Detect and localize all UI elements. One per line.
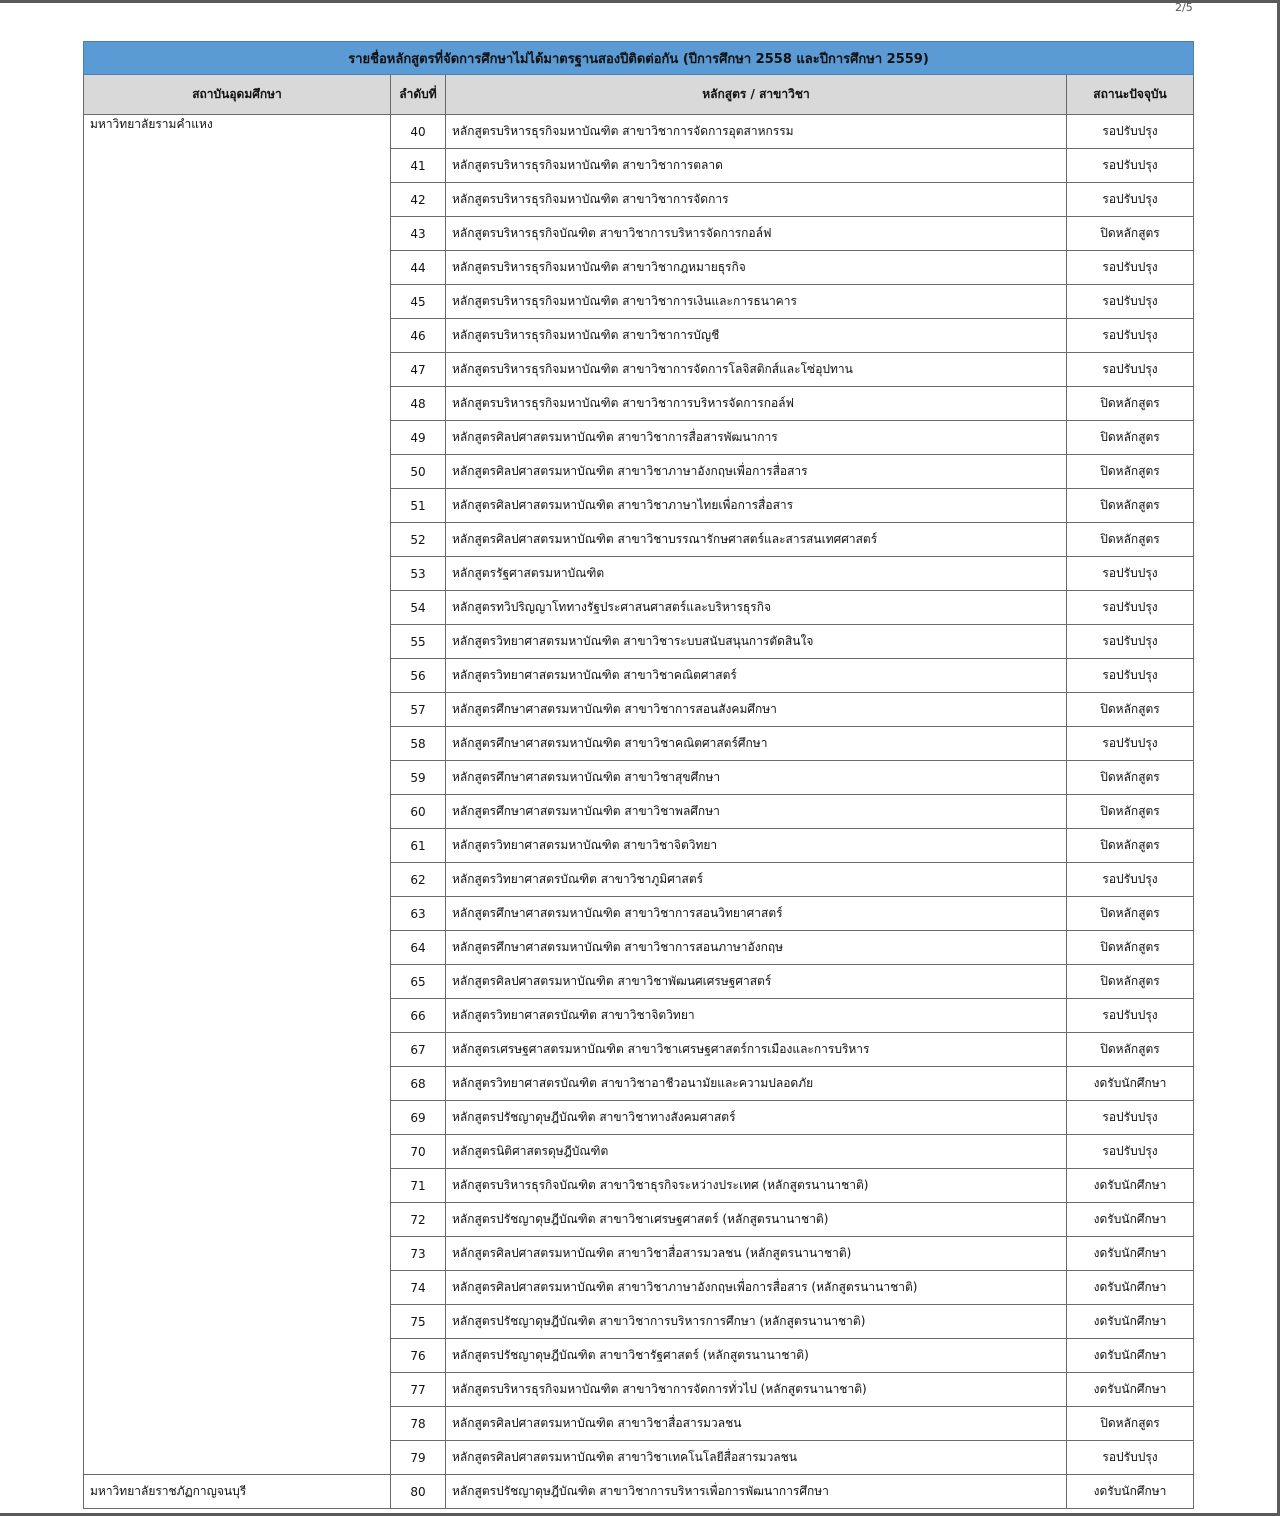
status-cell: งดรับนักศึกษา [1067,1305,1194,1339]
institution-cell: มหาวิทยาลัยราชภัฏกาญจนบุรี [84,1475,391,1509]
status-cell: รอปรับปรุง [1067,863,1194,897]
row-number-cell: 66 [391,999,446,1033]
curriculum-table [83,41,1194,1509]
program-cell: หลักสูตรศึกษาศาสตรมหาบัณฑิต สาขาวิชาคณิตศาสตร์ศึกษา [446,727,1067,761]
status-cell: รอปรับปรุง [1067,659,1194,693]
program-cell: หลักสูตรบริหารธุรกิจมหาบัณฑิต สาขาวิชาการจัดการทั่วไป (หลักสูตรนานาชาติ) [446,1373,1067,1407]
status-cell: ปิดหลักสูตร [1067,489,1194,523]
row-number-cell: 61 [391,829,446,863]
row-number-cell: 46 [391,319,446,353]
status-cell: ปิดหลักสูตร [1067,897,1194,931]
row-number-cell: 42 [391,183,446,217]
row-number-cell: 74 [391,1271,446,1305]
status-cell: รอปรับปรุง [1067,319,1194,353]
status-cell: ปิดหลักสูตร [1067,523,1194,557]
status-cell: รอปรับปรุง [1067,1101,1194,1135]
status-cell: รอปรับปรุง [1067,557,1194,591]
row-number-cell: 51 [391,489,446,523]
status-cell: งดรับนักศึกษา [1067,1339,1194,1373]
status-cell: ปิดหลักสูตร [1067,931,1194,965]
program-cell: หลักสูตรบริหารธุรกิจมหาบัณฑิต สาขาวิชาการบัญชี [446,319,1067,353]
program-cell: หลักสูตรศิลปศาสตรมหาบัณฑิต สาขาวิชาพัฒนศเศรษฐศาสตร์ [446,965,1067,999]
program-cell: หลักสูตรวิทยาศาสตรบัณฑิต สาขาวิชาอาชีวอนามัยและความปลอดภัย [446,1067,1067,1101]
row-number-cell: 79 [391,1441,446,1475]
status-cell: รอปรับปรุง [1067,353,1194,387]
program-cell: หลักสูตรปรัชญาดุษฎีบัณฑิต สาขาวิชาการบริหารเพื่อการพัฒนาการศึกษา [446,1475,1067,1509]
program-cell: หลักสูตรศึกษาศาสตรมหาบัณฑิต สาขาวิชาการสอนวิทยาศาสตร์ [446,897,1067,931]
row-number-cell: 73 [391,1237,446,1271]
row-number-cell: 41 [391,149,446,183]
header-number: ลำดับที่ [391,75,446,115]
program-cell: หลักสูตรปรัชญาดุษฎีบัณฑิต สาขาวิชาเศรษฐศาสตร์ (หลักสูตรนานาชาติ) [446,1203,1067,1237]
status-cell: รอปรับปรุง [1067,727,1194,761]
table-body [84,115,1194,1509]
row-number-cell: 48 [391,387,446,421]
program-cell: หลักสูตรรัฐศาสตรมหาบัณฑิต [446,557,1067,591]
page-number: 2/5 [1175,1,1193,14]
window-top-border [0,0,1280,3]
program-cell: หลักสูตรศิลปศาสตรมหาบัณฑิต สาขาวิชาเทคโนโลยีสื่อสารมวลชน [446,1441,1067,1475]
status-cell: ปิดหลักสูตร [1067,217,1194,251]
row-number-cell: 71 [391,1169,446,1203]
program-cell: หลักสูตรบริหารธุรกิจมหาบัณฑิต สาขาวิชาการจัดการอุตสาหกรรม [446,115,1067,149]
program-cell: หลักสูตรศิลปศาสตรมหาบัณฑิต สาขาวิชาภาษาอังกฤษเพื่อการสื่อสาร [446,455,1067,489]
row-number-cell: 68 [391,1067,446,1101]
status-cell: ปิดหลักสูตร [1067,1407,1194,1441]
program-cell: หลักสูตรวิทยาศาสตรมหาบัณฑิต สาขาวิชาคณิตศาสตร์ [446,659,1067,693]
program-cell: หลักสูตรศึกษาศาสตรมหาบัณฑิต สาขาวิชาการสอนสังคมศึกษา [446,693,1067,727]
status-cell: รอปรับปรุง [1067,285,1194,319]
status-cell: ปิดหลักสูตร [1067,965,1194,999]
row-number-cell: 44 [391,251,446,285]
status-cell: ปิดหลักสูตร [1067,1033,1194,1067]
row-number-cell: 55 [391,625,446,659]
status-cell: รอปรับปรุง [1067,591,1194,625]
row-number-cell: 56 [391,659,446,693]
table-header-row [84,75,1194,115]
program-cell: หลักสูตรเศรษฐศาสตรมหาบัณฑิต สาขาวิชาเศรษฐศาสตร์การเมืองและการบริหาร [446,1033,1067,1067]
row-number-cell: 67 [391,1033,446,1067]
status-cell: รอปรับปรุง [1067,149,1194,183]
row-number-cell: 49 [391,421,446,455]
row-number-cell: 54 [391,591,446,625]
program-cell: หลักสูตรบริหารธุรกิจมหาบัณฑิต สาขาวิชาการจัดการโลจิสติกส์และโซ่อุปทาน [446,353,1067,387]
status-cell: งดรับนักศึกษา [1067,1203,1194,1237]
program-cell: หลักสูตรปรัชญาดุษฎีบัณฑิต สาขาวิชาทางสังคมศาสตร์ [446,1101,1067,1135]
status-cell: งดรับนักศึกษา [1067,1067,1194,1101]
row-number-cell: 63 [391,897,446,931]
row-number-cell: 77 [391,1373,446,1407]
status-cell: งดรับนักศึกษา [1067,1169,1194,1203]
program-cell: หลักสูตรศิลปศาสตรมหาบัณฑิต สาขาวิชาสื่อสารมวลชน (หลักสูตรนานาชาติ) [446,1237,1067,1271]
status-cell: รอปรับปรุง [1067,251,1194,285]
row-number-cell: 60 [391,795,446,829]
program-cell: หลักสูตรวิทยาศาสตรบัณฑิต สาขาวิชาจิตวิทยา [446,999,1067,1033]
status-cell: รอปรับปรุง [1067,1441,1194,1475]
row-number-cell: 47 [391,353,446,387]
status-cell: รอปรับปรุง [1067,183,1194,217]
row-number-cell: 58 [391,727,446,761]
program-cell: หลักสูตรศึกษาศาสตรมหาบัณฑิต สาขาวิชาสุขศึกษา [446,761,1067,795]
institution-cell: มหาวิทยาลัยรามคำแหง [84,115,391,1475]
status-cell: ปิดหลักสูตร [1067,693,1194,727]
program-cell: หลักสูตรทวิปริญญาโททางรัฐประศาสนศาสตร์และบริหารธุรกิจ [446,591,1067,625]
row-number-cell: 43 [391,217,446,251]
program-cell: หลักสูตรศิลปศาสตรมหาบัณฑิต สาขาวิชาสื่อสารมวลชน [446,1407,1067,1441]
program-cell: หลักสูตรบริหารธุรกิจมหาบัณฑิต สาขาวิชาการเงินและการธนาคาร [446,285,1067,319]
program-cell: หลักสูตรศิลปศาสตรมหาบัณฑิต สาขาวิชาการสื่อสารพัฒนาการ [446,421,1067,455]
table-title: รายชื่อหลักสูตรที่จัดการศึกษาไม่ได้มาตรฐานสองปีติดต่อกัน (ปีการศึกษา 2558 และปีการศึกษา 2559) [84,42,1194,75]
status-cell: รอปรับปรุง [1067,1135,1194,1169]
program-cell: หลักสูตรศิลปศาสตรมหาบัณฑิต สาขาวิชาภาษาอังกฤษเพื่อการสื่อสาร (หลักสูตรนานาชาติ) [446,1271,1067,1305]
program-cell: หลักสูตรบริหารธุรกิจมหาบัณฑิต สาขาวิชาการตลาด [446,149,1067,183]
table-row [84,115,1194,149]
row-number-cell: 52 [391,523,446,557]
row-number-cell: 64 [391,931,446,965]
program-cell: หลักสูตรศึกษาศาสตรมหาบัณฑิต สาขาวิชาพลศึกษา [446,795,1067,829]
program-cell: หลักสูตรนิติศาสตรดุษฎีบัณฑิต [446,1135,1067,1169]
row-number-cell: 70 [391,1135,446,1169]
row-number-cell: 45 [391,285,446,319]
program-cell: หลักสูตรวิทยาศาสตรมหาบัณฑิต สาขาวิชาระบบสนับสนุนการตัดสินใจ [446,625,1067,659]
row-number-cell: 53 [391,557,446,591]
status-cell: ปิดหลักสูตร [1067,387,1194,421]
status-cell: ปิดหลักสูตร [1067,795,1194,829]
row-number-cell: 57 [391,693,446,727]
status-cell: ปิดหลักสูตร [1067,421,1194,455]
program-cell: หลักสูตรวิทยาศาสตรมหาบัณฑิต สาขาวิชาจิตวิทยา [446,829,1067,863]
header-institution: สถาบันอุดมศึกษา [84,75,391,115]
row-number-cell: 69 [391,1101,446,1135]
program-cell: หลักสูตรบริหารธุรกิจมหาบัณฑิต สาขาวิชาการจัดการ [446,183,1067,217]
row-number-cell: 50 [391,455,446,489]
row-number-cell: 76 [391,1339,446,1373]
table-title-row [84,42,1194,75]
program-cell: หลักสูตรบริหารธุรกิจมหาบัณฑิต สาขาวิชาการบริหารจัดการกอล์ฟ [446,387,1067,421]
header-status: สถานะปัจจุบัน [1067,75,1194,115]
status-cell: ปิดหลักสูตร [1067,761,1194,795]
status-cell: งดรับนักศึกษา [1067,1237,1194,1271]
row-number-cell: 59 [391,761,446,795]
program-cell: หลักสูตรศิลปศาสตรมหาบัณฑิต สาขาวิชาภาษาไทยเพื่อการสื่อสาร [446,489,1067,523]
program-cell: หลักสูตรบริหารธุรกิจบัณฑิต สาขาวิชาการบริหารจัดการกอล์ฟ [446,217,1067,251]
status-cell: รอปรับปรุง [1067,625,1194,659]
row-number-cell: 40 [391,115,446,149]
status-cell: รอปรับปรุง [1067,999,1194,1033]
header-program: หลักสูตร / สาขาวิชา [446,75,1067,115]
table-row [84,1475,1194,1509]
program-cell: หลักสูตรบริหารธุรกิจบัณฑิต สาขาวิชาธุรกิจระหว่างประเทศ (หลักสูตรนานาชาติ) [446,1169,1067,1203]
status-cell: รอปรับปรุง [1067,115,1194,149]
status-cell: ปิดหลักสูตร [1067,455,1194,489]
row-number-cell: 78 [391,1407,446,1441]
row-number-cell: 72 [391,1203,446,1237]
row-number-cell: 80 [391,1475,446,1509]
row-number-cell: 62 [391,863,446,897]
program-cell: หลักสูตรวิทยาศาสตรบัณฑิต สาขาวิชาภูมิศาสตร์ [446,863,1067,897]
program-cell: หลักสูตรศึกษาศาสตรมหาบัณฑิต สาขาวิชาการสอนภาษาอังกฤษ [446,931,1067,965]
status-cell: งดรับนักศึกษา [1067,1271,1194,1305]
program-cell: หลักสูตรบริหารธุรกิจมหาบัณฑิต สาขาวิชากฎหมายธุรกิจ [446,251,1067,285]
program-cell: หลักสูตรศิลปศาสตรมหาบัณฑิต สาขาวิชาบรรณารักษศาสตร์และสารสนเทศศาสตร์ [446,523,1067,557]
status-cell: งดรับนักศึกษา [1067,1475,1194,1509]
status-cell: ปิดหลักสูตร [1067,829,1194,863]
program-cell: หลักสูตรปรัชญาดุษฎีบัณฑิต สาขาวิชารัฐศาสตร์ (หลักสูตรนานาชาติ) [446,1339,1067,1373]
status-cell: งดรับนักศึกษา [1067,1373,1194,1407]
program-cell: หลักสูตรปรัชญาดุษฎีบัณฑิต สาขาวิชาการบริหารการศึกษา (หลักสูตรนานาชาติ) [446,1305,1067,1339]
row-number-cell: 65 [391,965,446,999]
row-number-cell: 75 [391,1305,446,1339]
